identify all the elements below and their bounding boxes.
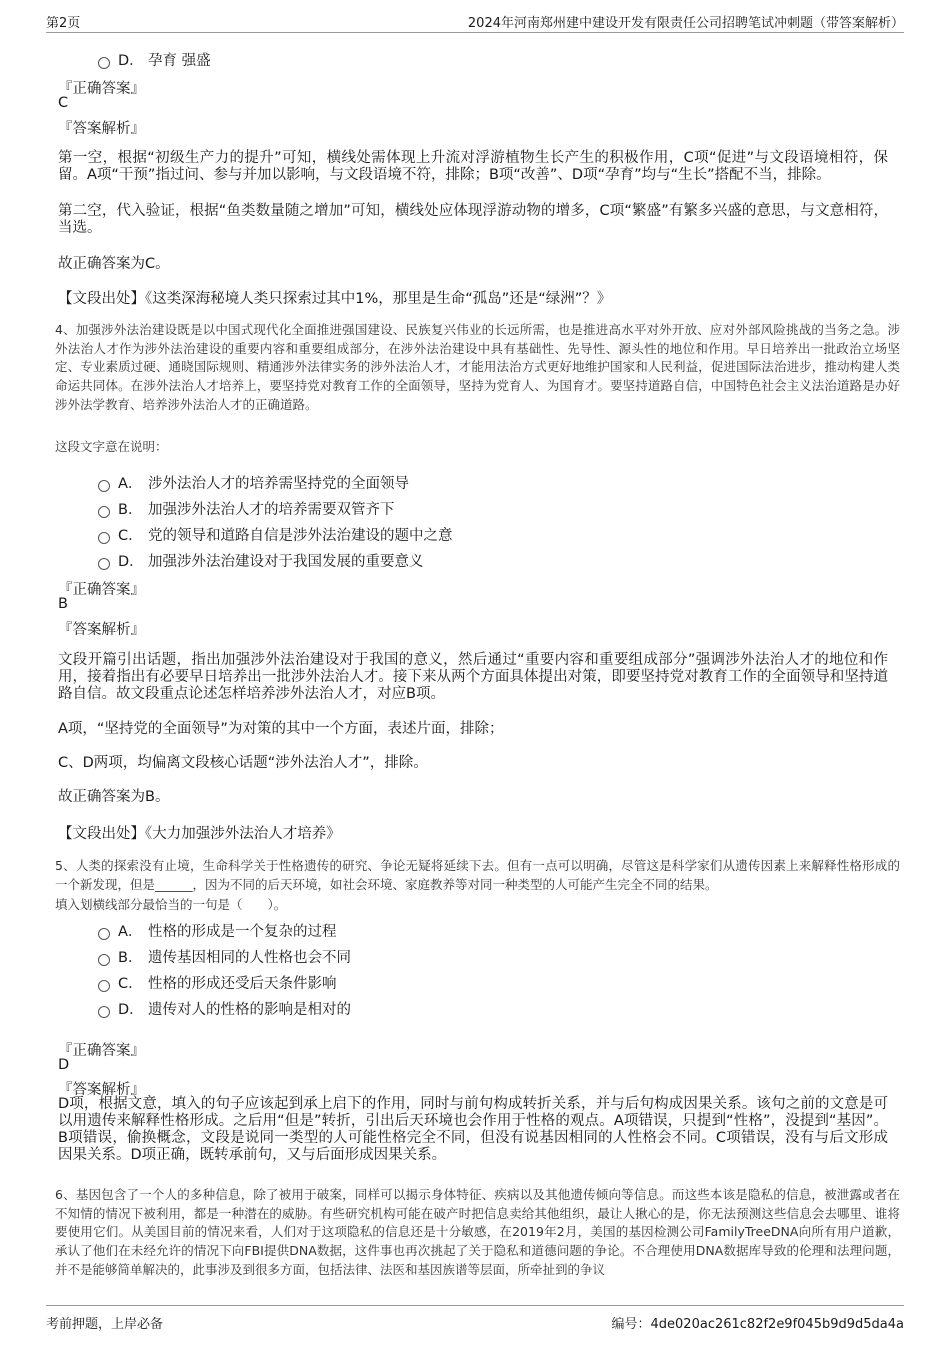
page-number: 第2页 — [46, 16, 81, 31]
analysis-paragraph: 第二空，代入验证，根据“鱼类数量随之增加”可知，横线处应体现浮游动物的增多，C项“繁盛”有繁多兴盛的意思，与文意相符，当选。 — [58, 203, 888, 236]
answer-label: 『正确答案』 — [58, 1043, 145, 1059]
question-stem: 5、人类的探索没有止境，生命科学关于性格遗传的研究、争论无疑将延续下去。但有一点可以明确，尽管这是科学家们从遗传因素上来解释性格形成的一个新发现，但是______，因为不同的后天环境，如社会环境、家庭教养等对同一种类型的人可能产生完全不同的结果。 — [55, 858, 900, 892]
radio-icon[interactable] — [98, 480, 110, 492]
option-letter: D． — [118, 1002, 144, 1018]
answer-value: D — [58, 1057, 70, 1073]
analysis-paragraph: C、D两项，均偏离文段核心话题“涉外法治人才”，排除。 — [58, 755, 428, 771]
header-divider — [46, 32, 904, 33]
analysis-paragraph: 第一空，根据“初级生产力的提升”可知，横线处需体现上升流对浮游植物生长产生的积极作用，C项“促进”与文段语境相符，保留。A项“干预”指过问、参与并加以影响，与文段语境不符，排除；B项“改善”、D项“孕育”均与“生长”搭配不当，排除。 — [58, 150, 888, 183]
radio-icon[interactable] — [98, 558, 110, 570]
q5-option-a[interactable] — [98, 920, 337, 941]
analysis-paragraph: A项，“坚持党的全面领导”为对策的其中一个方面，表述片面，排除； — [58, 721, 504, 737]
radio-icon[interactable] — [98, 57, 110, 69]
question-prompt: 这段文字意在说明： — [55, 439, 168, 454]
question-stem: 6、基因包含了一个人的多种信息，除了被用于破案，同样可以揭示身体特征、疾病以及其他遗传倾向等信息。而这些本该是隐私的信息，被泄露或者在不知情的情况下被利用，都是一种潜在的威胁。有些研究机构可能在破产时把信息卖给其他组织，最让人揪心的是，你无法预测这些信息会去哪里、谁将要使用它们。从美国目前的情况来看，人们对于这项隐私的信息还是十分敏感，在2019年2月，美国的基因检测公司FamilyTreeDNA向所有用户道歉，承认了他们在未经允许的情况下向FBI提供DNA数据，这件事也再次挑起了关于隐私和道德问题的争论。不合理使用DNA数据库导致的伦理和法理问题，并不是能够简单解决的，此事涉及到很多方面，包括法律、法医和基因族谱等层面，所牵扯到的争议 — [55, 1187, 900, 1277]
radio-icon[interactable] — [98, 532, 110, 544]
answer-value: C — [58, 95, 69, 111]
option-letter: C． — [118, 976, 143, 992]
prev-option-d[interactable] — [98, 49, 211, 70]
option-text: 遗传对人的性格的影响是相对的 — [148, 1002, 351, 1018]
q4-option-b[interactable] — [98, 498, 395, 519]
analysis-paragraph: D项，根据文意，填入的句子应该起到承上启下的作用，同时与前句构成转折关系，并与后句构成因果关系。该句之前的文意是可以用遗传来解释性格形成。之后用“但是”转折，引出后天环境也会作用于性格的观点。A项错误，只提到“性格”，没提到“基因”。B项错误，偷换概念，文段是说同一类型的人可能性格完全不同，但没有说基因相同的人性格会不同。C项错误，没有与后文形成因果关系。D项正确，既转承前句，又与后面形成因果关系。 — [58, 1096, 888, 1163]
footer-slogan: 考前押题，上岸必备 — [46, 1317, 164, 1332]
q5-option-b[interactable] — [98, 946, 351, 967]
q5-option-c[interactable] — [98, 972, 337, 993]
analysis-label: 『答案解析』 — [58, 1082, 145, 1098]
analysis-paragraph: 故正确答案为B。 — [58, 789, 170, 805]
option-letter: C． — [118, 528, 143, 544]
document-code — [612, 1313, 905, 1332]
passage-source: 【文段出处】《大力加强涉外法治人才培养》 — [58, 826, 341, 842]
analysis-label: 『答案解析』 — [58, 121, 145, 137]
option-letter: D． — [118, 53, 144, 69]
passage-source: 【文段出处】《这类深海秘境人类只探索过其中1%，那里是生命“孤岛”还是“绿洲”？》 — [58, 291, 612, 307]
radio-icon[interactable] — [98, 1006, 110, 1018]
option-text: 党的领导和道路自信是涉外法治建设的题中之意 — [148, 528, 453, 544]
option-text: 加强涉外法治建设对于我国发展的重要意义 — [148, 554, 424, 570]
answer-value: B — [58, 596, 68, 612]
option-text: 性格的形成是一个复杂的过程 — [148, 924, 337, 940]
option-letter: B． — [118, 950, 143, 966]
code-label: 编号： — [611, 1317, 651, 1332]
question-stem: 4、加强涉外法治建设既是以中国式现代化全面推进强国建设、民族复兴伟业的长远所需，也是推进高水平对外开放、应对外部风险挑战的当务之急。涉外法治人才作为涉外法治建设的重要内容和重要组成部分，在涉外法治建设中具有基础性、先导性、源头性的地位和作用。早日培养出一批政治立场坚定、专业素质过硬、通晓国际规则、精通涉外法律实务的涉外法治人才，才能用法治方式更好地维护国家和人民利益，促进国际法治进步，推动构建人类命运共同体。在涉外法治人才培养上，要坚持党对教育工作的全面领导，坚持为党育人、为国育才。要坚持道路自信，中国特色社会主义法治道路是办好涉外法学教育、培养涉外法治人才的正确道路。 — [55, 322, 900, 412]
radio-icon[interactable] — [98, 928, 110, 940]
code-value: 4de020ac261c82f2e9f045b9d9d5da4a — [650, 1317, 904, 1332]
question-prompt: 填入划横线部分最恰当的一句是（ ）。 — [55, 897, 287, 912]
footer-divider — [46, 1305, 904, 1306]
analysis-paragraph: 故正确答案为C。 — [58, 256, 170, 272]
option-text: 涉外法治人才的培养需坚持党的全面领导 — [148, 476, 409, 492]
answer-label: 『正确答案』 — [58, 81, 145, 97]
q4-option-a[interactable] — [98, 472, 409, 493]
option-letter: A． — [118, 476, 143, 492]
option-text: 性格的形成还受后天条件影响 — [148, 976, 337, 992]
option-text: 孕育 强盛 — [148, 53, 211, 69]
analysis-label: 『答案解析』 — [58, 622, 145, 638]
option-text: 加强涉外法治人才的培养需要双管齐下 — [148, 502, 395, 518]
option-letter: A． — [118, 924, 143, 940]
analysis-paragraph: 文段开篇引出话题，指出加强涉外法治建设对于我国的意义，然后通过“重要内容和重要组成部分”强调涉外法治人才的地位和作用，接着指出有必要早日培养出一批涉外法治人才。接下来从两个方面具体提出对策，即要坚持党对教育工作的全面领导和坚持道路自信。故文段重点论述怎样培养涉外法治人才，对应B项。 — [58, 652, 888, 702]
option-letter: B． — [118, 502, 143, 518]
option-letter: D． — [118, 554, 144, 570]
q5-option-d[interactable] — [98, 998, 351, 1019]
radio-icon[interactable] — [98, 980, 110, 992]
option-text: 遗传基因相同的人性格也会不同 — [148, 950, 351, 966]
document-title: 2024年河南郑州建中建设开发有限责任公司招聘笔试冲刺题（带答案解析） — [467, 16, 904, 31]
answer-label: 『正确答案』 — [58, 582, 145, 598]
q4-option-d[interactable] — [98, 550, 424, 571]
radio-icon[interactable] — [98, 506, 110, 518]
radio-icon[interactable] — [98, 954, 110, 966]
q4-option-c[interactable] — [98, 524, 453, 545]
